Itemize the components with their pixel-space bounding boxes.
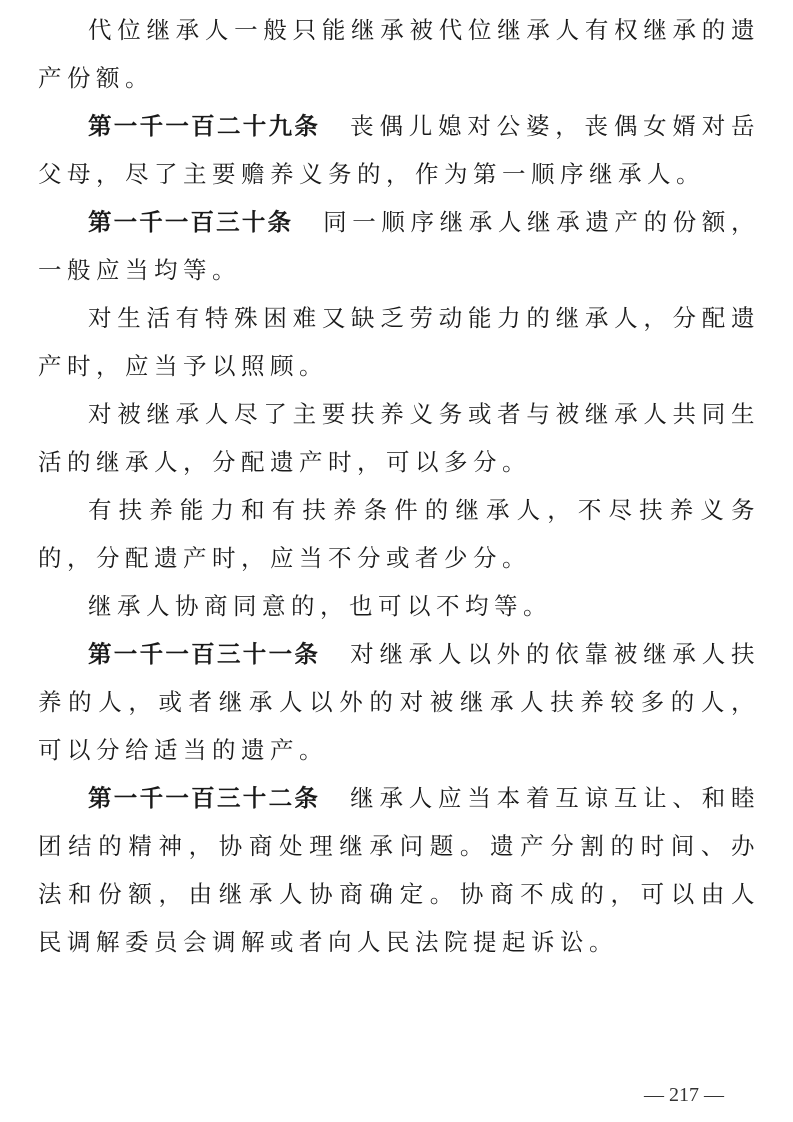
paragraph-text: 同一顺序继承人继承遗产的份额，一般应当均等。 [38,208,761,284]
article-paragraph [38,102,760,198]
paragraph [38,582,760,630]
paragraph-text: 继承人协商同意的，也可以不均等。 [88,592,552,620]
paragraph [38,390,760,486]
article-number: 第一千一百三十一条 [88,640,321,668]
article-number: 第一千一百二十九条 [88,112,321,140]
paragraph-text: 丧偶儿媳对公婆，丧偶女婿对岳父母，尽了主要赡养义务的，作为第一顺序继承人。 [38,112,761,188]
paragraph [38,486,760,582]
article-paragraph [38,774,760,966]
paragraph-text: 代位继承人一般只能继承被代位继承人有权继承的遗产份额。 [38,16,760,92]
paragraph-text: 对被继承人尽了主要扶养义务或者与被继承人共同生活的继承人，分配遗产时，可以多分。 [38,400,760,476]
article-paragraph [38,630,760,774]
page-number: — 217 — [644,1084,724,1106]
document-body [38,6,760,966]
article-number: 第一千一百三十二条 [88,784,321,812]
paragraph [38,294,760,390]
paragraph-text: 继承人应当本着互谅互让、和睦团结的精神，协商处理继承问题。遗产分割的时间、办法和份额，由继承人协商确定。协商不成的，可以由人民调解委员会调解或者向人民法院提起诉讼。 [38,784,761,956]
paragraph-text: 对生活有特殊困难又缺乏劳动能力的继承人，分配遗产时，应当予以照顾。 [38,304,760,380]
paragraph [38,6,760,102]
article-number: 第一千一百三十条 [88,208,294,236]
paragraph-text: 对继承人以外的依靠被继承人扶养的人，或者继承人以外的对被继承人扶养较多的人，可以分给适当的遗产。 [38,640,761,764]
article-paragraph [38,198,760,294]
paragraph-text: 有扶养能力和有扶养条件的继承人，不尽扶养义务的，分配遗产时，应当不分或者少分。 [38,496,760,572]
